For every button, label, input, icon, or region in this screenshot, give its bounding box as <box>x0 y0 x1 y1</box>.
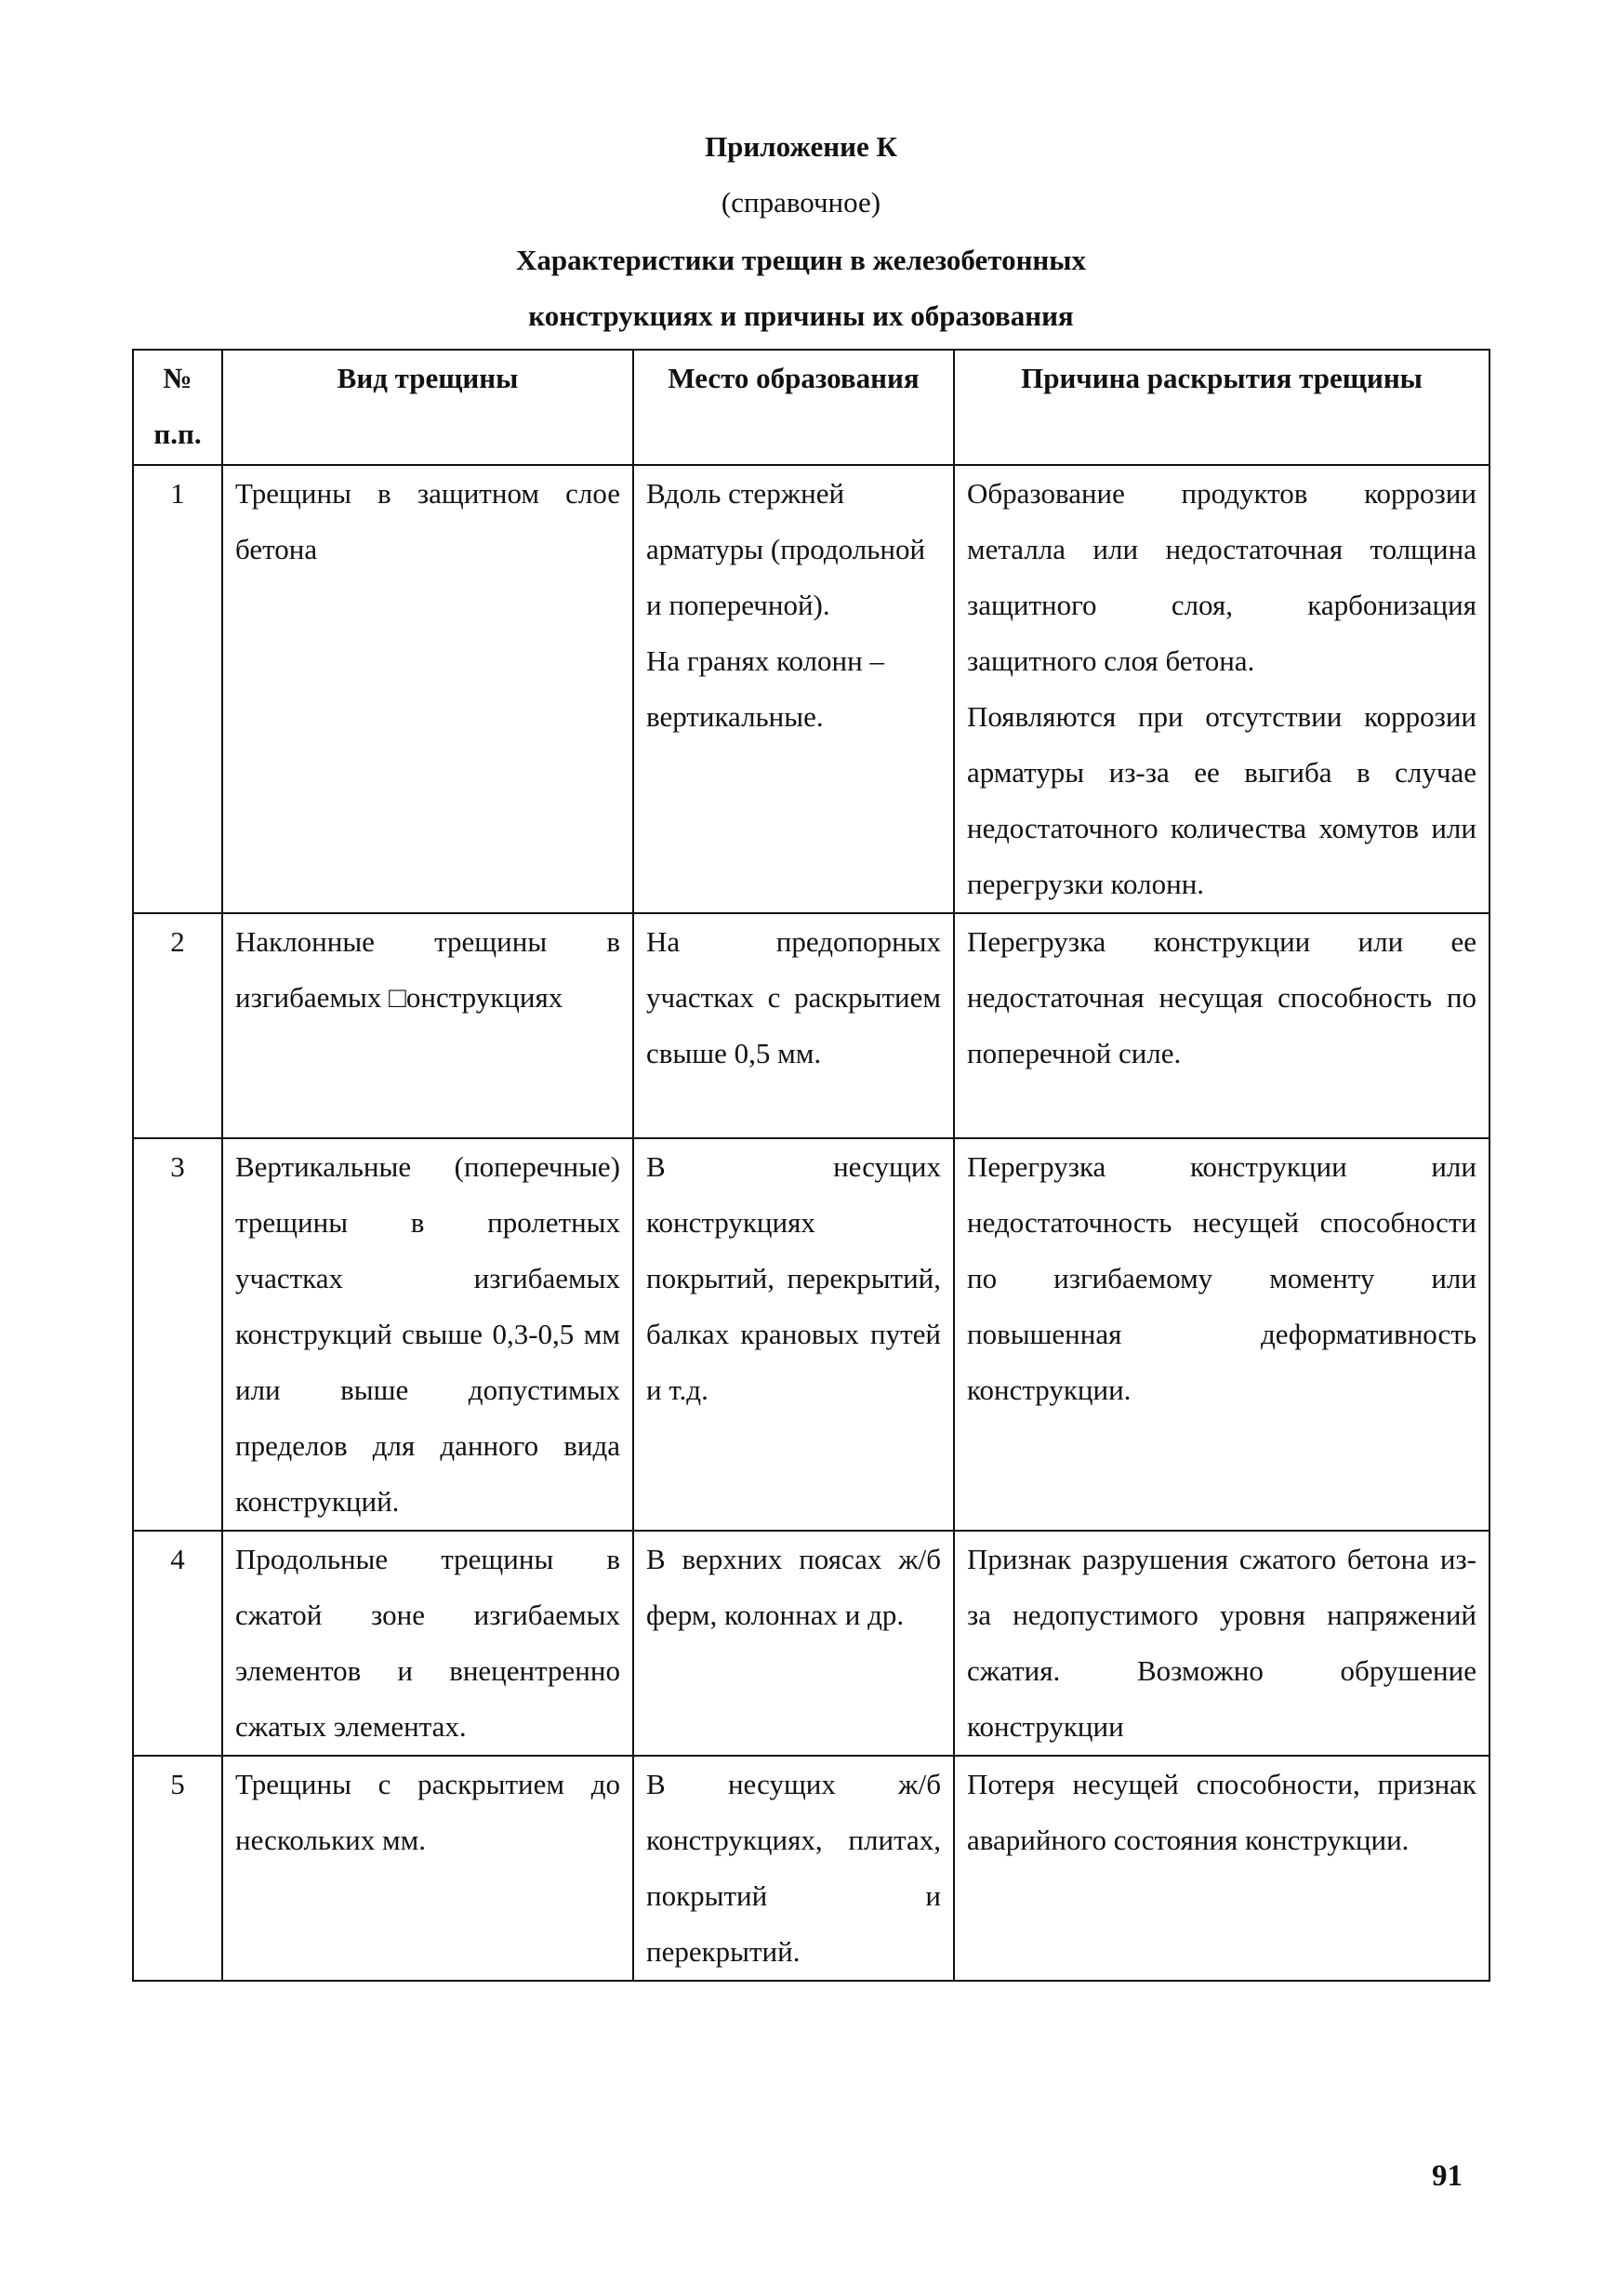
header-location: Место образования <box>633 350 954 465</box>
reason-cell <box>954 465 1489 913</box>
location-cell <box>633 465 954 913</box>
crack-type-cell: Вертикальные (поперечные) трещины в пролетных участках изгибаемых конструкций свыше 0,3-0,5 мм или выше допустимых пределов для данного вида конструкций. <box>222 1138 633 1531</box>
table-row <box>133 1531 1489 1756</box>
header-crack-type: Вид трещины <box>222 350 633 465</box>
location-cell: На предопорных участках с раскрытием свыше 0,5 мм. <box>633 913 954 1138</box>
appendix-subtitle: (справочное) <box>721 186 881 219</box>
table-title-line-2: конструкциях и причины их образования <box>528 299 1074 332</box>
location-cell: В несущих конструкциях покрытий, перекрытий, балках крановых путей и т.д. <box>633 1138 954 1531</box>
header-number-sign: № <box>163 362 192 394</box>
table-row <box>133 1138 1489 1531</box>
appendix-title: Приложение К <box>705 130 897 163</box>
location-cell: В несущих ж/б конструкциях, плитах, покрытий и перекрытий. <box>633 1756 954 1981</box>
page-number: 91 <box>1432 2159 1463 2193</box>
row-number: 5 <box>133 1756 222 1981</box>
crack-type-cell: Трещины с раскрытием до нескольких мм. <box>222 1756 633 1981</box>
row-number: 4 <box>133 1531 222 1756</box>
reason-text: Появляются при отсутствии коррозии арматуры из-за ее выгиба в случае недостаточного количества хомутов или перегрузки колонн. <box>967 700 1476 900</box>
table-row <box>133 913 1489 1138</box>
cracks-table <box>132 349 1490 1982</box>
location-text: Вдоль стержней арматуры (продольной и поперечной). <box>646 477 926 621</box>
reason-cell: Перегрузка конструкции или ее недостаточная несущая способность по поперечной силе. <box>954 913 1489 1138</box>
location-cell: В верхних поясах ж/б ферм, колоннах и др. <box>633 1531 954 1756</box>
header-number <box>133 350 222 465</box>
location-text: На гранях колонн – вертикальные. <box>646 644 884 733</box>
row-number: 2 <box>133 913 222 1138</box>
table-row <box>133 1756 1489 1981</box>
row-number: 3 <box>133 1138 222 1531</box>
crack-type-cell: Наклонные трещины в изгибаемых □онструкциях <box>222 913 633 1138</box>
table-row <box>133 465 1489 913</box>
row-number: 1 <box>133 465 222 913</box>
table-title-line-1: Характеристики трещин в железобетонных <box>516 244 1086 276</box>
reason-text: Образование продуктов коррозии металла или недостаточная толщина защитного слоя, карбонизация защитного слоя бетона. <box>967 477 1476 677</box>
reason-cell: Потеря несущей способности, признак аварийного состояния конструкции. <box>954 1756 1489 1981</box>
reason-cell: Перегрузка конструкции или недостаточность несущей способности по изгибаемому моменту или повышенная деформативность конструкции. <box>954 1138 1489 1531</box>
table-header-row <box>133 350 1489 465</box>
header-reason: Причина раскрытия трещины <box>954 350 1489 465</box>
reason-cell: Признак разрушения сжатого бетона из-за недопустимого уровня напряжений сжатия. Возможно обрушение конструкции <box>954 1531 1489 1756</box>
crack-type-cell: Трещины в защитном слое бетона <box>222 465 633 913</box>
header-number-abbr: п.п. <box>153 418 202 450</box>
crack-type-cell: Продольные трещины в сжатой зоне изгибаемых элементов и внецентренно сжатых элементах. <box>222 1531 633 1756</box>
